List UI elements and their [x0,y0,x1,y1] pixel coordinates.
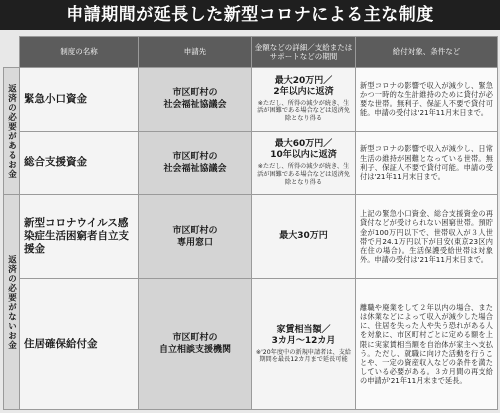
program-name: 総合支援資金 [20,131,139,195]
group-label-grant: 返済の必要がないお金 [4,195,20,410]
header-corner [4,37,20,68]
group-label-loan: 返済の必要があるお金 [4,67,20,194]
program-conditions: 上記の緊急小口資金、総合支援資金の再貸付などが受けられない困窮世帯。預貯金が100万円以下で、世帯収入が３人世帯で月24.1万円以下が目安(東京23区内在住の場合)。生活保護受給世帯は対象外。申請の受付は'21年11月末日まで。 [356,195,498,279]
program-agency: 市区町村の 社会福祉協議会 [139,67,252,131]
program-name: 住居確保給付金 [20,279,139,410]
program-agency: 市区町村の 自立相談支援機関 [139,279,252,410]
header-name: 制度の名称 [20,37,139,68]
program-agency: 市区町村の 専用窓口 [139,195,252,279]
program-amount: 最大20万円／ 2年以内に返済 ※ただし、所得の減少が続き、生活が困難である場合などは返済免除となり得る [252,67,356,131]
program-conditions: 離職や廃業をして２年以内の場合、または休業などによって収入が減少した場合に、住居を失った人や失う恐れがある人を対象に、市区町村ごとに定める額を上限に実家賃相当額を自治体が家主へ支払う。ただし、就職に向けた活動を行うことや、一定の資産収入などの条件を満たしている必要がある。３カ月間の再支給の申請が'21年11月末まで延長。 [356,279,498,410]
program-agency: 市区町村の 社会福祉協議会 [139,131,252,195]
header-amount: 金額などの詳細／支給またはサポートなどの期間 [252,37,356,68]
amount-note: ※'20年度中の新規申請者は、支給期間を最長12カ月まで延長可能 [255,348,352,364]
program-name: 新型コロナウイルス感染症生活困窮者自立支援金 [20,195,139,279]
program-amount: 家賃相当額／ 3カ月～12カ月 ※'20年度中の新規申請者は、支給期間を最長12カ月まで延長可能 [252,279,356,410]
table-header-row [4,37,498,68]
header-conditions: 給付対象、条件など [356,37,498,68]
header-agency: 申請先 [139,37,252,68]
amount-note: ※ただし、所得の減少が続き、生活が困難である場合などは返済免除となり得る [257,99,350,122]
table-row [4,131,498,195]
programs-table [3,36,498,410]
table-row [4,67,498,131]
table-row [4,195,498,279]
program-conditions: 新型コロナの影響で収入が減少し、緊急かつ一時的な生計維持のために貸付が必要な世帯。無利子、保証人不要で貸付可能。申請の受付は'21年11月末日まで。 [356,67,498,131]
program-name: 緊急小口資金 [20,67,139,131]
amount-note: ※ただし、所得の減少が続き、生活が困難である場合などは返済免除となり得る [257,163,350,186]
page-title: 申請期間が延長した新型コロナによる主な制度 [0,0,500,30]
table-row [4,279,498,410]
program-amount: 最大30万円 [252,195,356,279]
program-amount: 最大60万円／ 10年以内に返済 ※ただし、所得の減少が続き、生活が困難である場合などは返済免除となり得る [252,131,356,195]
program-conditions: 新型コロナの影響で収入が減少し、日常生活の維持が困難となっている世帯。無利子、保証人不要で貸付可能。申請の受付は'21年11月末日まで。 [356,131,498,195]
